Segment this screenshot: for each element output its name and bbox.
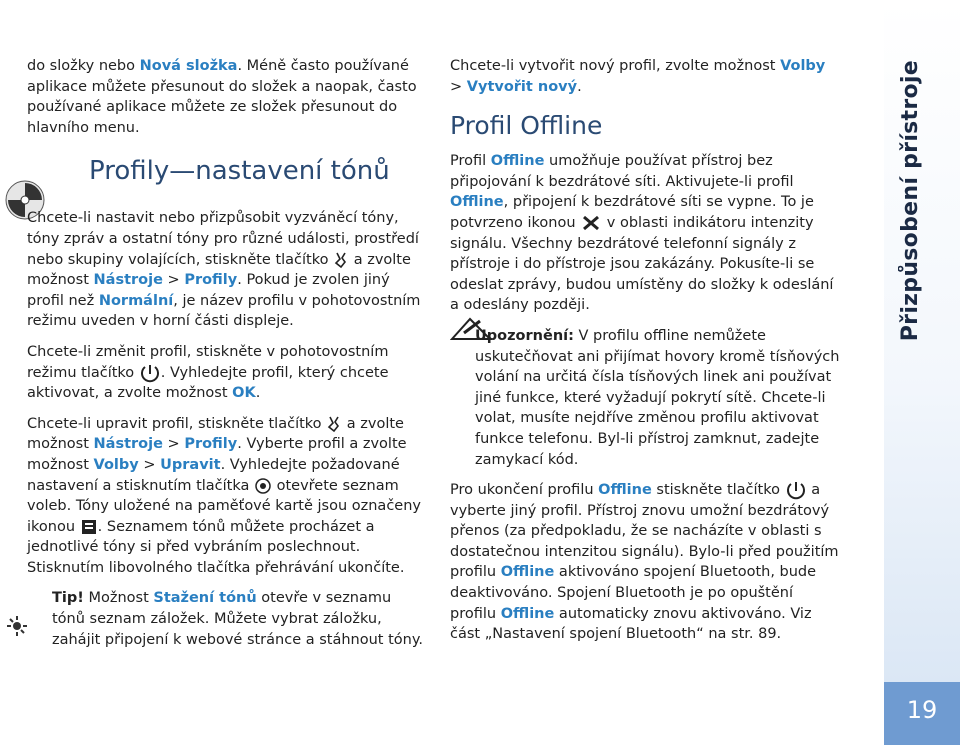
sidebar-title: Přizpůsobení přístroje <box>898 60 923 342</box>
power-key-icon <box>139 363 161 383</box>
create-profile-paragraph: Chcete-li vytvořit nový profil, zvolte možnost Volby > Vytvořit nový. <box>450 58 826 95</box>
tip-icon <box>5 614 29 638</box>
right-column <box>450 56 842 645</box>
intro-paragraph: do složky nebo Nová složka. Méně často používané aplikace můžete přesunout do složek a naopak, často používané aplikace můžete ze složek přesunout do hlavního menu. <box>27 58 417 136</box>
offline-paragraph: Profil Offline umožňuje používat přístroj bez připojování k bezdrátové síti. Aktivujete-li profil Offline, připojení k bezdrátové síti se vypne. To je potvrzeno ikonou v oblasti indikátoru intenzity signálu. Všechny bezdrátové telefonní signály z přístroje i do přístroje jsou zakázány. Pokusíte-li se odeslat zprávy, budou umístěny do složky k odeslání a odeslány později. <box>450 153 834 314</box>
warning-paragraph: Upozornění: V profilu offline nemůžete uskutečňovat ani přijímat hovory kromě tísňových volání na určitá čísla tísňových linek ani používat jiné funkce, které vyžadují pokrytí sítě. Chcete-li volat, musíte nejdříve změnou profilu aktivovat funkce telefonu. Byl-li přístroj zamknut, zadejte zamykací kód. <box>475 327 840 468</box>
memory-card-icon <box>80 518 98 536</box>
power-key-icon-2 <box>785 480 807 500</box>
menu-key-icon-2 <box>326 415 342 433</box>
offline-x-icon <box>580 215 602 231</box>
page-number: 19 <box>906 696 938 724</box>
tip-paragraph: Tip! Možnost Stažení tónů otevře v seznamu tónů seznam záložek. Můžete vybrat záložku, zahájit připojení k webové stránce a stáhnout tóny. <box>52 590 423 648</box>
left-column <box>27 56 423 650</box>
page-number-box <box>884 682 960 745</box>
section-heading-profiles: Profily—nastavení tónů <box>89 156 390 187</box>
warning-icon <box>450 315 492 341</box>
change-profile-paragraph: Chcete-li změnit profil, stiskněte v pohotovostním režimu tlačítko . Vyhledejte profil, který chcete aktivovat, a zvolte možnost OK. <box>27 343 389 402</box>
section-heading-offline: Profil Offline <box>450 111 603 141</box>
menu-key-icon <box>333 251 349 269</box>
select-key-icon <box>254 477 272 495</box>
edit-profile-paragraph: Chcete-li upravit profil, stiskněte tlačítko a zvolte možnost Nástroje > Profily. Vyberte profil a zvolte možnost Volby > Upravit. Vyhledejte požadované nastavení a stisknutím tlačítka otevřete seznam voleb. Tóny uložené na paměťové kartě jsou označeny ikonou . Seznamem tónů můžete procházet a jednotlivé tóny si před vybráním poslechnout. Stisknutím libovolného tlačítka přehrávání ukončíte. <box>27 415 421 576</box>
profiles-paragraph: Chcete-li nastavit nebo přizpůsobit vyzváněcí tóny, tóny zpráv a ostatní tóny pro různé události, prostředí nebo skupiny volajících, stiskněte tlačítko a zvolte možnost Nástroje > Profily. Pokud je zvolen jiný profil než Normální, je název profilu v pohotovostním režimu uveden v horní části displeje. <box>27 210 421 330</box>
end-offline-paragraph: Pro ukončení profilu Offline stiskněte tlačítko a vyberte jiný profil. Přístroj znovu umožní bezdrátový přenos (za předpokladu, že se nacházíte v oblasti s dostatečnou intenzitou signálu). Bylo-li před použitím profilu Offline aktivováno spojení Bluetooth, bude deaktivováno. Spojení Bluetooth je po opuštění profilu Offline automaticky znovu aktivováno. Viz část „Nastavení spojení Bluetooth“ na str. 89. <box>450 482 839 643</box>
